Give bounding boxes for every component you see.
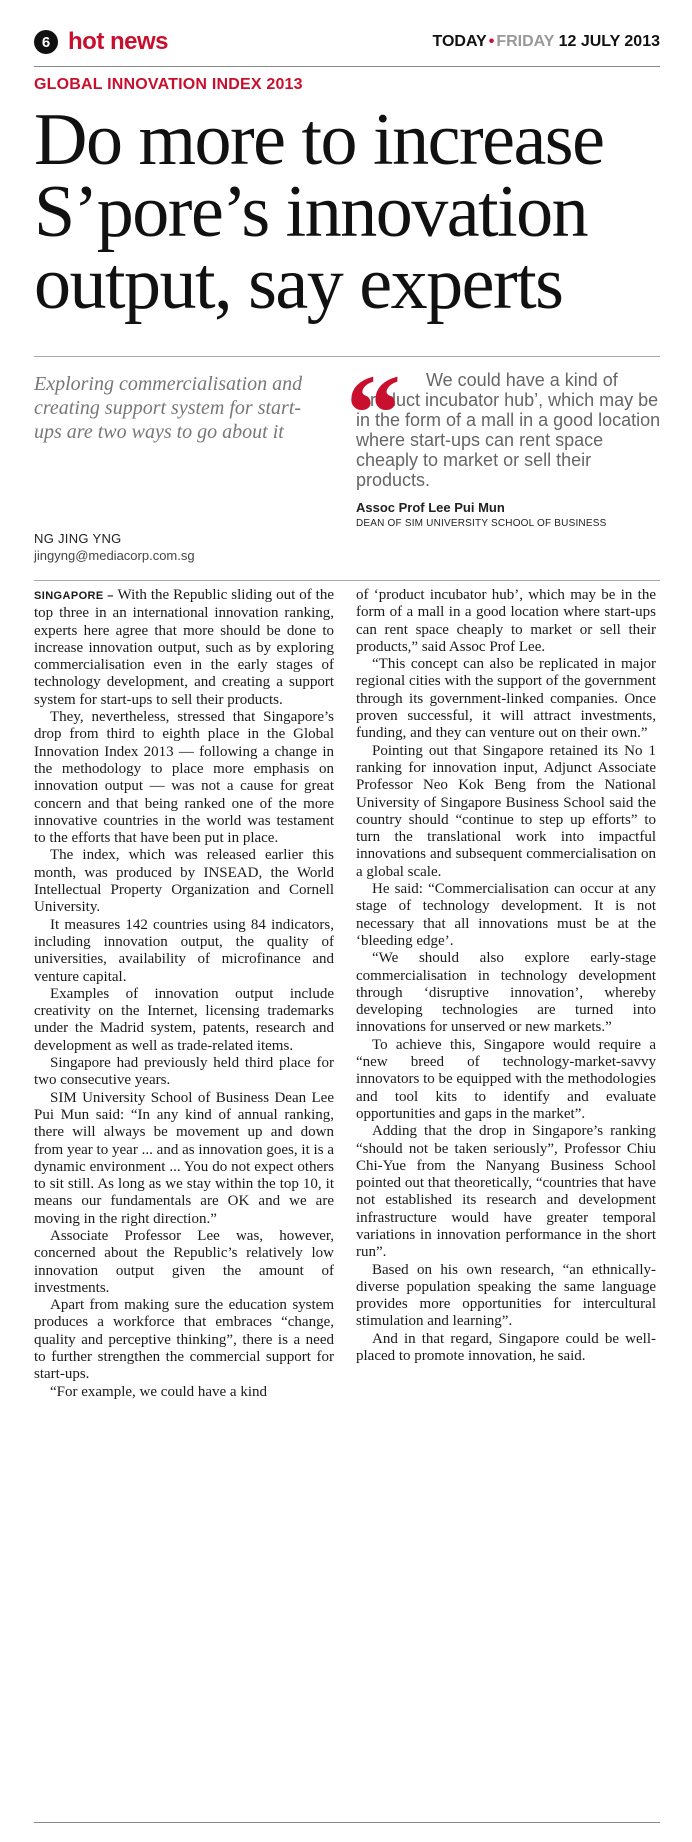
article-column-left [34,587,334,1401]
article-paragraph [34,986,334,1055]
article-paragraph [356,1123,656,1261]
pull-quote-author-title: DEAN OF SIM UNIVERSITY SCHOOL OF BUSINESS [356,518,607,529]
article-paragraph [34,917,334,986]
issue-day: FRIDAY [496,33,555,50]
footer-divider [34,1822,660,1823]
article-paragraph [34,1297,334,1383]
paragraph-text: Adding that the drop in Singapore’s ranking “should not be taken seriously”, Professor Chiu Chi-Yue from the Nanyang Business School pointed out that theoretically, “countries that have not established its research and development infrastructure would have greater temporal variations in innovation performance in the short run”. [356,1123,656,1261]
paragraph-text: of ‘product incubator hub’, which may be in the form of a mall in a good location where start-ups can rent space cheaply to market or sell their products,” said Assoc Prof Lee. [356,587,656,655]
article-paragraph [356,656,656,742]
paragraph-text: Examples of innovation output include creativity on the Internet, licensing trademarks under the Madrid system, patents, research and development as well as trade-related items. [34,985,334,1054]
article-paragraph [34,1384,334,1401]
paragraph-text: “We should also explore early-stage commercialisation in technology development through ‘disruptive innovation’, whereby developing technologies are turned into innovations for unserved or new markets.” [356,950,656,1036]
paragraph-text: SIM University School of Business Dean Lee Pui Mun said: “In any kind of annual ranking, there will always be movement up and down from year to year ... and as innovation goes, it is a dynamic environment ... You do not expect others to sit still. As long as we stay within the top 10, it means our fundamentals are OK and we are moving in the right direction.” [34,1089,334,1227]
article-dateline: SINGAPORE – [34,590,114,602]
pull-quote [346,352,666,529]
paragraph-text: Pointing out that Singapore retained its No 1 ranking for innovation input, Adjunct Associate Professor Neo Kok Beng from the National University of Singapore Business School said the country should “continue to step up efforts” to turn the translational work into impactful innovations and subsequent commercialisation on a global scale. [356,742,656,880]
section-label [34,28,168,56]
paragraph-text: Apart from making sure the education system produces a workforce that embraces “change, quality and perceptive thinking”, there is a need to further strengthen the commercial support for start-ups. [34,1297,334,1383]
byline [34,531,304,563]
paragraph-text: “This concept can also be replicated in major regional cities with the support of the government through its government-linked companies. Once proven successful, it will attract investments, funding, and they can venture out on their own.” [356,656,656,742]
article-paragraph [34,1228,334,1297]
paper-name: TODAY [432,33,487,50]
header-divider [34,66,660,67]
page-number-badge: 6 [34,30,58,54]
paragraph-text: Singapore had previously held third place for two consecutive years. [34,1055,334,1089]
article-paragraph [34,709,334,847]
paragraph-text: With the Republic sliding out of the top three in an international innovation ranking, experts here agree that more should be done to increase innovation output, such as by exploring commercialisation even in the early stages of technology development, and creating a support system for start-ups to sell their products. [34,587,335,708]
quote-mark-icon: “ [346,352,401,474]
deck-subheading: Exploring commercialisation and creating support system for start-ups are two ways to go about it [34,373,303,443]
paragraph-text: It measures 142 countries using 84 indicators, including innovation output, the quality of universities, availability of microfinance and venture capital. [34,916,334,985]
article-column-right [356,587,656,1365]
article-paragraph [356,1037,656,1123]
paragraph-text: Associate Professor Lee was, however, concerned about the Republic’s relatively low innovation output given the amount of investments. [34,1227,334,1296]
article-paragraph [356,1331,656,1366]
article-paragraph [356,743,656,881]
article-paragraph [34,587,334,709]
paragraph-text: And in that regard, Singapore could be well-placed to promote innovation, he said. [356,1330,656,1365]
date-separator: • [488,33,495,50]
paragraph-text: Based on his own research, “an ethnically-diverse population speaking the same language provides more opportunities for intercultural stimulation and learning”. [356,1261,656,1330]
paragraph-text: “For example, we could have a kind [50,1383,268,1400]
kicker: GLOBAL INNOVATION INDEX 2013 [34,76,303,93]
article-paragraph [356,950,656,1036]
pull-quote-author: Assoc Prof Lee Pui Mun [356,500,505,515]
headline: Do more to increase S’pore’s innovation output, say experts [34,99,604,325]
article-paragraph [34,847,334,916]
section-name: hot news [68,28,169,55]
paragraph-text: To achieve this, Singapore would require a “new breed of technology-market-savvy innovators to be equipped with the methodologies and tool kits to identify and evaluate opportunities and gaps in the market”. [356,1036,656,1122]
paragraph-text: The index, which was released earlier this month, was produced by INSEAD, the World Intellectual Property Organization and Cornell University. [34,847,334,916]
paragraph-text: He said: “Commercialisation can occur at any stage of technology development. It is not necessary that all innovations must be at the ‘bleeding edge’. [356,881,656,949]
pull-quote-text: We could have a kind of ‘product incubator hub’, which may be in the form of a mall in a good location where start-ups can rent space cheaply to market or sell their products. [356,370,661,490]
article-paragraph [356,587,656,656]
issue-full-date: 12 JULY 2013 [558,33,660,50]
page-header [34,24,660,60]
body-divider [34,580,660,581]
article-paragraph [356,1262,656,1331]
article-paragraph [356,881,656,950]
author-email: jingyng@mediacorp.com.sg [34,548,195,563]
article-paragraph [34,1090,334,1228]
author-name: NG JING YNG [34,531,122,546]
issue-date [432,33,660,51]
paragraph-text: They, nevertheless, stressed that Singapore’s drop from third to eighth place in the Global Innovation Index 2013 — following a change in the methodology to place more emphasis on innovation output — was not a cause for great concern and that being ranked one of the more innovative countries in the world was testament to the efforts that have been put in place. [34,709,334,847]
article-paragraph [34,1055,334,1090]
